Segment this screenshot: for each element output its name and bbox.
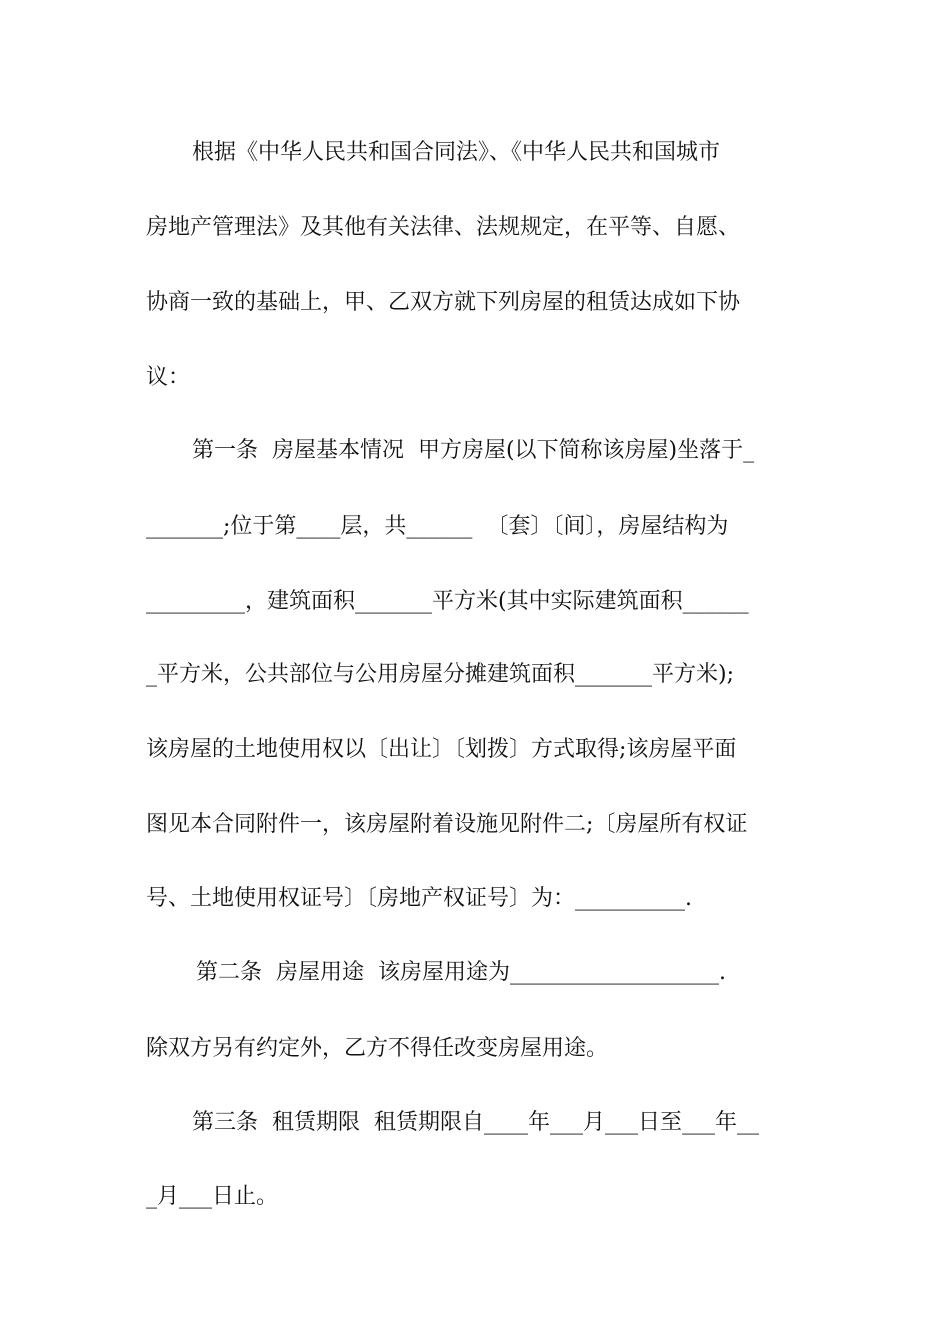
- article-3-line-1: 第三条 租赁期限 租赁期限自____年___月___日至___年__: [192, 1110, 759, 1135]
- article-1-line-7: 号、土地使用权证号〕〔房地产权证号〕为：__________.: [146, 886, 692, 911]
- paragraph-preamble-line-1: 根据《中华人民共和国合同法》、《中华人民共和国城市: [192, 140, 721, 165]
- article-1-line-3: _________，建筑面积_______平方米(其中实际建筑面积______: [146, 589, 749, 614]
- paragraph-preamble-line-4: 议：: [146, 365, 191, 390]
- paragraph-preamble-line-2: 房地产管理法》及其他有关法律、法规规定，在平等、自愿、: [146, 215, 741, 240]
- paragraph-preamble-line-3: 协商一致的基础上，甲、乙双方就下列房屋的租赁达成如下协: [146, 290, 741, 315]
- article-1-line-6: 图见本合同附件一，该房屋附着设施见附件二;〔房屋所有权证: [146, 812, 748, 837]
- article-2-line-1: 第二条 房屋用途 该房屋用途为___________________.: [196, 960, 726, 985]
- article-1-line-2: _______;位于第____层，共______ 〔套〕〔间〕，房屋结构为: [146, 514, 729, 539]
- article-1-line-1: 第一条 房屋基本情况 甲方房屋(以下简称该房屋)坐落于_: [192, 438, 755, 463]
- article-1-line-5: 该房屋的土地使用权以〔出让〕〔划拨〕方式取得;该房屋平面: [146, 737, 737, 762]
- article-2-line-2: 除双方另有约定外，乙方不得任改变房屋用途。: [146, 1036, 609, 1061]
- article-3-line-2: _月___日止。: [146, 1184, 279, 1209]
- article-1-line-4: _平方米，公共部位与公用房屋分摊建筑面积_______平方米);: [146, 662, 734, 687]
